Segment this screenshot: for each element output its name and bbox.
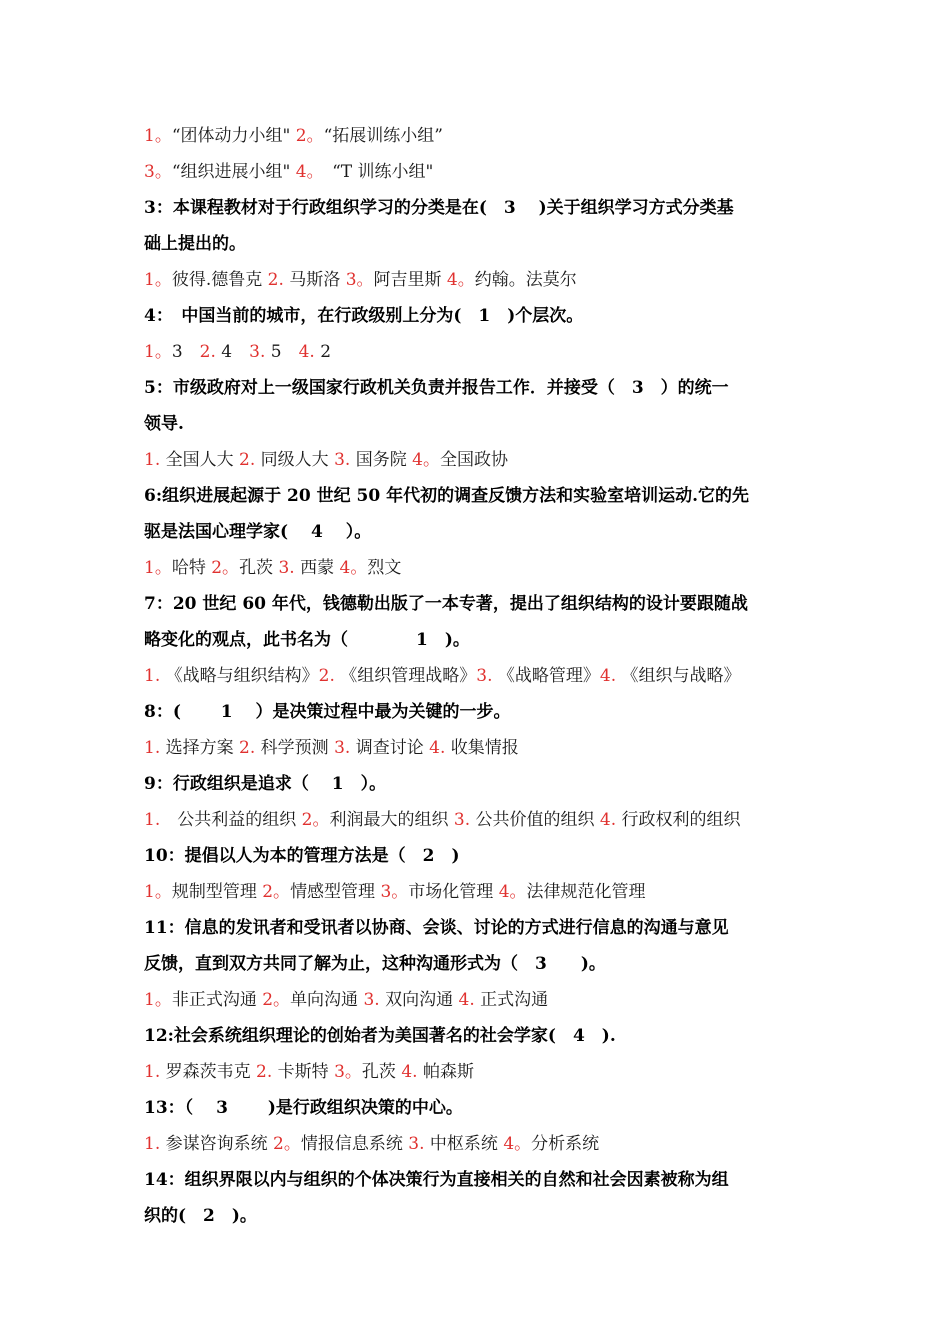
option-text: 《组织管理战略》: [334, 666, 477, 686]
option-text: “T 训练小组": [315, 162, 434, 182]
option-number: 1。: [144, 558, 172, 578]
option-text: 分析系统: [531, 1134, 600, 1154]
option-text: 孔茨: [361, 1062, 402, 1082]
option-number: 1。: [144, 270, 172, 290]
option-number: 2.: [256, 1062, 273, 1082]
options-line: [144, 334, 804, 370]
question-line: 14：组织界限以内与组织的个体决策行为直接相关的自然和社会因素被称为组: [144, 1170, 729, 1190]
option-number: 4.: [599, 666, 617, 686]
option-number: 2。: [262, 882, 291, 902]
options-line: [144, 118, 804, 154]
options-line: [144, 802, 804, 838]
option-number: 1.: [144, 666, 161, 686]
option-text: 2: [314, 342, 332, 362]
option-number: 2.: [239, 450, 256, 470]
options-line: [144, 1126, 804, 1162]
option-number: 2.: [239, 738, 256, 758]
exam-document: [144, 118, 804, 1234]
question-line: 13：（ 3 )是行政组织决策的中心。: [144, 1098, 463, 1118]
option-text: 非正式沟通: [171, 990, 263, 1010]
option-number: 3.: [408, 1134, 425, 1154]
option-text: “组织进展小组": [171, 162, 296, 182]
option-text: 行政权利的组织: [616, 810, 741, 830]
question-line: 7：20 世纪 60 年代，钱德勒出版了一本专著，提出了组织结构的设计要跟随战: [144, 594, 748, 614]
option-number: 1。: [144, 882, 172, 902]
option-text: 3: [171, 342, 200, 362]
options-line: [144, 730, 804, 766]
option-number: 1。: [144, 990, 172, 1010]
option-number: 3.: [476, 666, 493, 686]
option-text: 公共利益的组织: [160, 810, 302, 830]
option-number: 3.: [249, 342, 266, 362]
option-text: 科学预测: [255, 738, 335, 758]
options-line: [144, 982, 804, 1018]
option-number: 3.: [453, 810, 471, 830]
option-text: 情感型管理: [290, 882, 381, 902]
option-number: 1.: [144, 810, 161, 830]
option-text: 收集情报: [445, 738, 519, 758]
option-number: 4.: [599, 810, 617, 830]
option-number: 2。: [262, 990, 291, 1010]
option-text: 西蒙: [294, 558, 340, 578]
question-line: 略变化的观点，此书名为（ 1 )。: [144, 630, 470, 650]
options-line: [144, 154, 804, 190]
option-number: 2。: [301, 810, 330, 830]
option-number: 4。: [339, 558, 368, 578]
option-number: 1.: [144, 450, 161, 470]
option-text: 同级人大: [255, 450, 335, 470]
option-text: 情报信息系统: [300, 1134, 409, 1154]
option-text: 市场化管理: [408, 882, 499, 902]
option-text: 罗森茨韦克: [160, 1062, 257, 1082]
option-number: 3.: [334, 450, 351, 470]
options-line: [144, 874, 804, 910]
option-text: 《组织与战略》: [616, 666, 741, 686]
option-number: 3.: [363, 990, 380, 1010]
option-text: 马斯洛: [283, 270, 346, 290]
option-text: 调查讨论: [350, 738, 430, 758]
question-line: 6:组织进展起源于 20 世纪 50 年代初的调查反馈方法和实验室培训运动.它的先: [144, 486, 750, 506]
question-line: 驱是法国心理学家( 4 ）。: [144, 522, 372, 542]
option-number: 4.: [298, 342, 315, 362]
option-number: 3。: [380, 882, 409, 902]
option-text: 5: [265, 342, 299, 362]
options-line: [144, 658, 804, 694]
option-number: 4.: [458, 990, 475, 1010]
question-line: 8：( 1 ）是决策过程中最为关键的一步。: [144, 702, 511, 722]
options-line: [144, 262, 804, 298]
option-number: 4.: [429, 738, 446, 758]
option-text: 单向沟通: [290, 990, 364, 1010]
option-number: 3.: [334, 738, 351, 758]
question-line: 10：提倡以人为本的管理方法是（ 2 ): [144, 846, 460, 866]
option-number: 2。: [295, 126, 324, 146]
option-text: 公共价值的组织: [470, 810, 600, 830]
option-number: 4。: [446, 270, 475, 290]
options-line: [144, 1054, 804, 1090]
option-number: 1.: [144, 1062, 161, 1082]
question-line: 11：信息的发讯者和受讯者以协商、会谈、讨论的方式进行信息的沟通与意见: [144, 918, 729, 938]
question-line: 4： 中国当前的城市，在行政级别上分为( 1 )个层次。: [144, 306, 584, 326]
option-text: 国务院: [350, 450, 413, 470]
option-number: 1。: [144, 342, 172, 362]
question-line: 础上提出的。: [144, 234, 246, 254]
question-line: 12:社会系统组织理论的创始者为美国著名的社会学家( 4 ).: [144, 1026, 616, 1046]
option-text: 全国政协: [439, 450, 508, 470]
option-text: 选择方案: [160, 738, 240, 758]
option-number: 4。: [412, 450, 440, 470]
option-text: 哈特: [171, 558, 212, 578]
question-line: 反馈，直到双方共同了解为止，这种沟通形式为（ 3 )。: [144, 954, 606, 974]
option-text: 法律规范化管理: [526, 882, 646, 902]
option-text: 彼得.德鲁克: [171, 270, 268, 290]
option-text: 参谋咨询系统: [160, 1134, 274, 1154]
option-number: 4.: [401, 1062, 418, 1082]
question-line: 3：本课程教材对于行政组织学习的分类是在( 3 )关于组织学习方式分类基: [144, 198, 734, 218]
option-number: 4。: [503, 1134, 532, 1154]
option-text: 双向沟通: [379, 990, 459, 1010]
option-number: 2.: [267, 270, 284, 290]
option-number: 2.: [318, 666, 335, 686]
option-text: 阿吉里斯: [373, 270, 447, 290]
option-number: 2.: [199, 342, 216, 362]
option-text: 《战略与组织结构》: [160, 666, 319, 686]
option-text: 约翰。法莫尔: [474, 270, 577, 290]
option-text: 帕森斯: [417, 1062, 474, 1082]
option-number: 2。: [273, 1134, 301, 1154]
options-line: [144, 442, 804, 478]
question-line: 9：行政组织是追求（ 1 ）。: [144, 774, 387, 794]
option-number: 2。: [211, 558, 240, 578]
option-text: “拓展训练小组”: [323, 126, 443, 146]
option-text: “团体动力小组": [171, 126, 296, 146]
option-text: 4: [215, 342, 250, 362]
option-text: 规制型管理: [171, 882, 263, 902]
option-text: 卡斯特: [272, 1062, 335, 1082]
question-line: 织的( 2 )。: [144, 1206, 257, 1226]
option-number: 3。: [334, 1062, 362, 1082]
option-number: 4。: [295, 162, 316, 182]
option-text: 孔茨: [239, 558, 279, 578]
option-number: 4。: [498, 882, 527, 902]
question-line: 5：市级政府对上一级国家行政机关负责并报告工作．并接受（ 3 ）的统一: [144, 378, 729, 398]
option-number: 1.: [144, 738, 161, 758]
option-number: 3。: [345, 270, 374, 290]
option-number: 3.: [278, 558, 295, 578]
question-line: 领导.: [144, 414, 184, 434]
option-number: 1.: [144, 1134, 161, 1154]
option-text: 中枢系统: [424, 1134, 504, 1154]
option-number: 1。: [144, 126, 172, 146]
option-number: 3。: [144, 162, 172, 182]
option-text: 正式沟通: [474, 990, 549, 1010]
option-text: 《战略管理》: [492, 666, 600, 686]
option-text: 烈文: [367, 558, 402, 578]
option-text: 全国人大: [160, 450, 240, 470]
option-text: 利润最大的组织: [329, 810, 454, 830]
options-line: [144, 550, 804, 586]
